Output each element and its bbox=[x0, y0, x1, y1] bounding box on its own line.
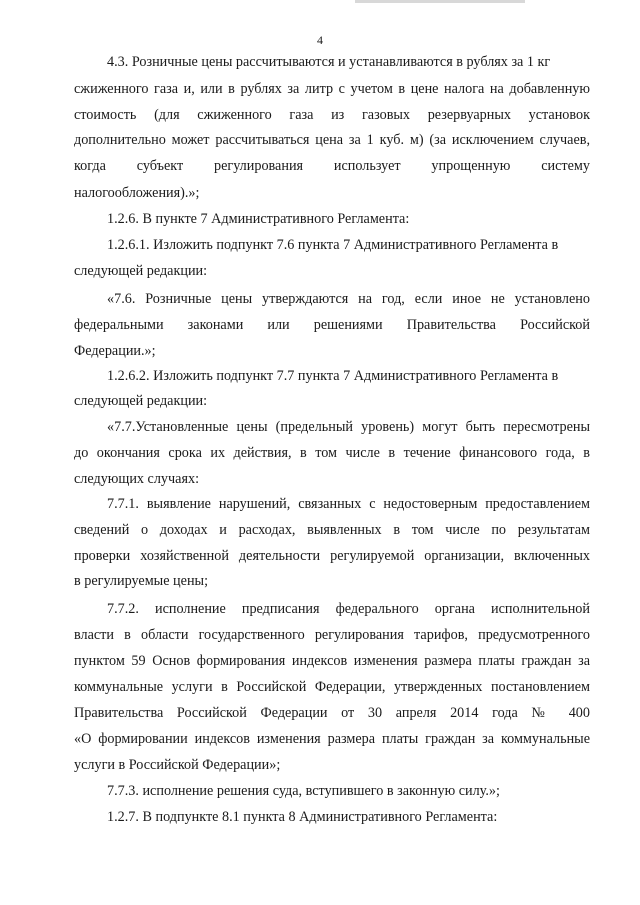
text-line: до окончания срока их действия, в том числе в течение финансового года, в bbox=[74, 445, 590, 461]
text-line: 1.2.7. В подпункте 8.1 пункта 8 Административного Регламента: bbox=[107, 809, 498, 825]
text-line: власти в области государственного регулирования тарифов, предусмотренного bbox=[74, 627, 590, 643]
page-number: 4 bbox=[317, 33, 323, 47]
text-line: 7.7.1. выявление нарушений, связанных с недостоверным предоставлением bbox=[107, 496, 590, 512]
text-line: «7.7.Установленные цены (предельный уровень) могут быть пересмотрены bbox=[107, 419, 590, 435]
text-line: федеральными законами или решениями Правительства Российской bbox=[74, 317, 590, 333]
text-line: дополнительно может рассчитываться цена за 1 куб. м) (за исключением случаев, bbox=[74, 132, 590, 148]
text-line: стоимость (для сжиженного газа из газовых резервуарных установок bbox=[74, 107, 590, 123]
text-line: 4.3. Розничные цены рассчитываются и устанавливаются в рублях за 1 кг bbox=[107, 54, 551, 70]
text-line: 7.7.2. исполнение предписания федерального органа исполнительной bbox=[107, 601, 590, 617]
text-line: сжиженного газа и, или в рублях за литр с учетом в цене налога на добавленную bbox=[74, 81, 590, 97]
text-line: проверки хозяйственной деятельности регулируемой организации, включенных bbox=[74, 548, 590, 564]
text-line: 1.2.6. В пункте 7 Административного Регламента: bbox=[107, 211, 410, 227]
text-line: «7.6. Розничные цены утверждаются на год, если иное не установлено bbox=[107, 291, 590, 307]
text-line: следующей редакции: bbox=[74, 263, 208, 279]
scan-edge-mark bbox=[355, 0, 525, 3]
text-line: 1.2.6.2. Изложить подпункт 7.7 пункта 7 Административного Регламента в bbox=[107, 368, 559, 384]
text-line: когда субъект регулирования использует упрощенную систему bbox=[74, 158, 590, 174]
text-line: сведений о доходах и расходах, выявленных в том числе по результатам bbox=[74, 522, 590, 538]
text-line: пунктом 59 Основ формирования индексов изменения размера платы граждан за bbox=[74, 653, 590, 669]
text-line: «О формировании индексов изменения размера платы граждан за коммунальные bbox=[74, 731, 590, 747]
text-line: 1.2.6.1. Изложить подпункт 7.6 пункта 7 Административного Регламента в bbox=[107, 237, 559, 253]
text-line: в регулируемые цены; bbox=[74, 573, 209, 589]
text-line: следующих случаях: bbox=[74, 471, 200, 487]
text-line: Федерации.»; bbox=[74, 343, 156, 359]
text-line: следующей редакции: bbox=[74, 393, 208, 409]
text-line: налогообложения).»; bbox=[74, 185, 200, 201]
text-line: 7.7.3. исполнение решения суда, вступившего в законную силу.»; bbox=[107, 783, 500, 799]
text-line: услуги в Российской Федерации»; bbox=[74, 757, 281, 773]
text-line: коммунальные услуги в Российской Федерации, утвержденных постановлением bbox=[74, 679, 590, 695]
text-line: Правительства Российской Федерации от 30 апреля 2014 года № 400 bbox=[74, 705, 590, 721]
